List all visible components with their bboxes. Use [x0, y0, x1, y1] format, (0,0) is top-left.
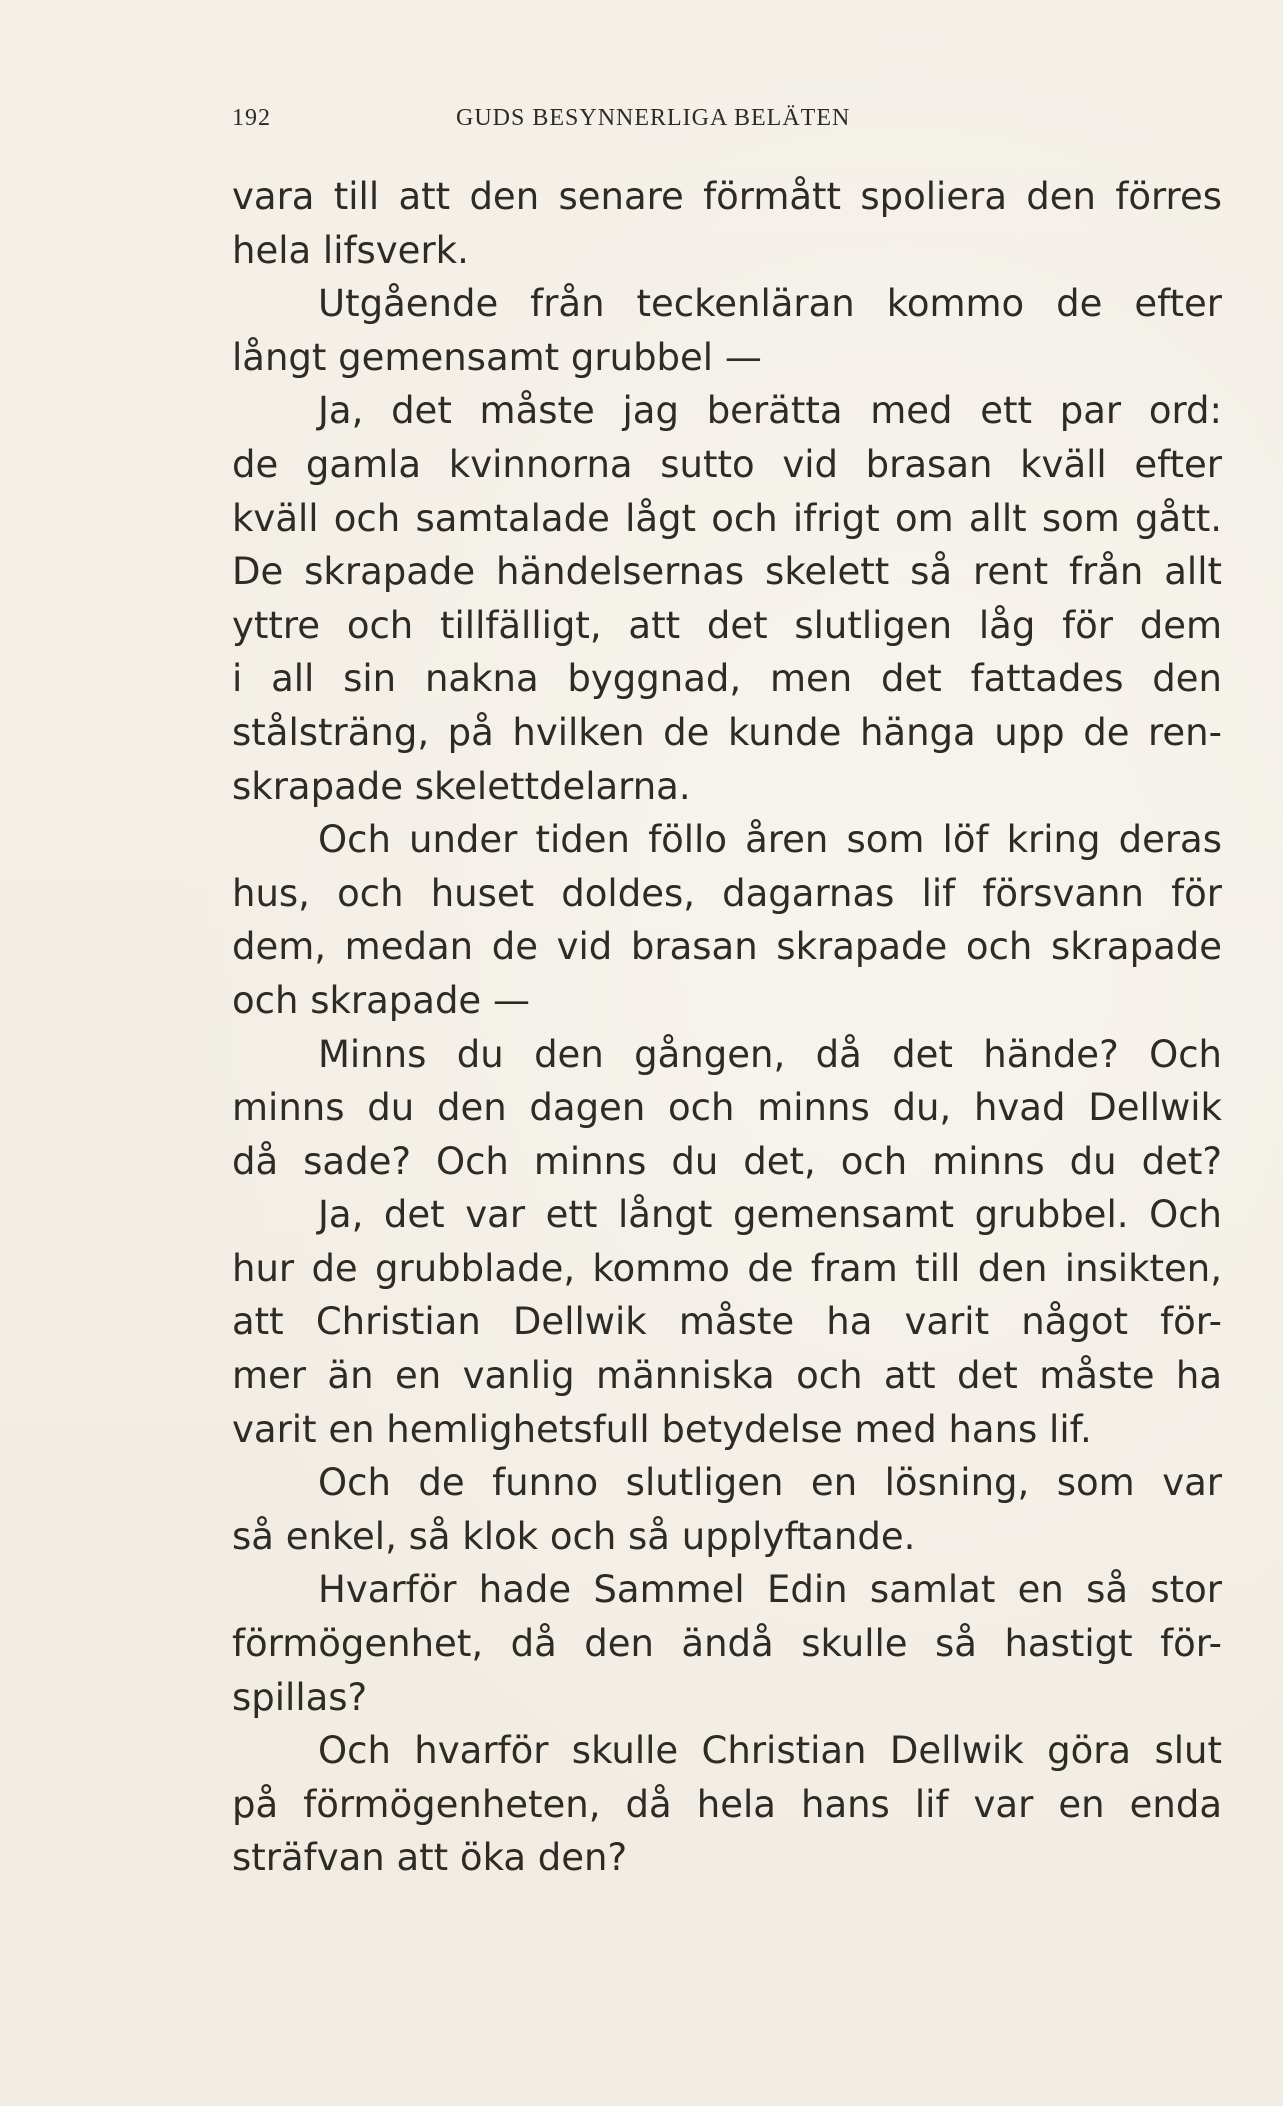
text-line: Och under tiden föllo åren som löf kring deras	[318, 818, 1222, 862]
text-line: Ja, det var ett långt gemensamt grubbel. Och	[318, 1193, 1222, 1237]
text-line: stålsträng, på hvilken de kunde hänga upp de ren-	[232, 710, 1222, 754]
text-line: i all sin nakna byggnad, men det fattades den	[232, 657, 1222, 701]
text-line: skrapade skelettdelarna.	[232, 764, 691, 808]
text-line: Utgående från teckenläran kommo de efter	[318, 282, 1222, 326]
text-line: långt gemensamt grubbel —	[232, 335, 762, 379]
text-line: yttre och tillfälligt, att det slutligen låg för dem	[232, 603, 1222, 647]
text-line: Minns du den gången, då det hände? Och	[318, 1032, 1222, 1076]
page-header	[232, 98, 997, 138]
text-line: hur de grubblade, kommo de fram till den insikten,	[232, 1246, 1222, 1290]
text-line: förmögenhet, då den ändå skulle så hastigt för-	[232, 1622, 1222, 1666]
text-line: mer än en vanlig människa och att det måste ha	[232, 1354, 1222, 1398]
text-line: och skrapade —	[232, 978, 530, 1022]
text-line: Hvarför hade Sammel Edin samlat en så stor	[318, 1568, 1222, 1612]
running-title: GUDS BESYNNERLIGA BELÄTEN	[456, 104, 851, 131]
text-line: De skrapade händelsernas skelett så rent från allt	[232, 550, 1222, 594]
page-number: 192	[232, 104, 271, 131]
text-line: vara till att den senare förmått spoliera den förres	[232, 175, 1222, 218]
text-line: de gamla kvinnorna sutto vid brasan kväll efter	[232, 442, 1222, 486]
text-line: hus, och huset doldes, dagarnas lif försvann för	[232, 871, 1222, 915]
text-line: då sade? Och minns du det, och minns du det?	[232, 1139, 1222, 1183]
body-text	[232, 170, 1222, 1885]
text-line: dem, medan de vid brasan skrapade och skrapade	[232, 925, 1222, 969]
text-line: att Christian Dellwik måste ha varit något för-	[232, 1300, 1222, 1344]
text-line: varit en hemlighetsfull betydelse med hans lif.	[232, 1407, 1092, 1451]
text-line: på förmögenheten, då hela hans lif var en enda	[232, 1782, 1222, 1826]
text-line: så enkel, så klok och så upplyftande.	[232, 1514, 916, 1558]
text-line: Och de funno slutligen en lösning, som var	[318, 1461, 1222, 1505]
text-line: sträfvan att öka den?	[232, 1836, 628, 1880]
text-line: spillas?	[232, 1675, 368, 1719]
text-line: hela lifsverk.	[232, 228, 469, 272]
text-line: minns du den dagen och minns du, hvad Dellwik	[232, 1086, 1222, 1130]
text-line: Och hvarför skulle Christian Dellwik göra slut	[318, 1729, 1222, 1773]
text-line: kväll och samtalade lågt och ifrigt om allt som gått.	[232, 496, 1222, 540]
text-line: Ja, det måste jag berätta med ett par ord:	[318, 389, 1222, 433]
